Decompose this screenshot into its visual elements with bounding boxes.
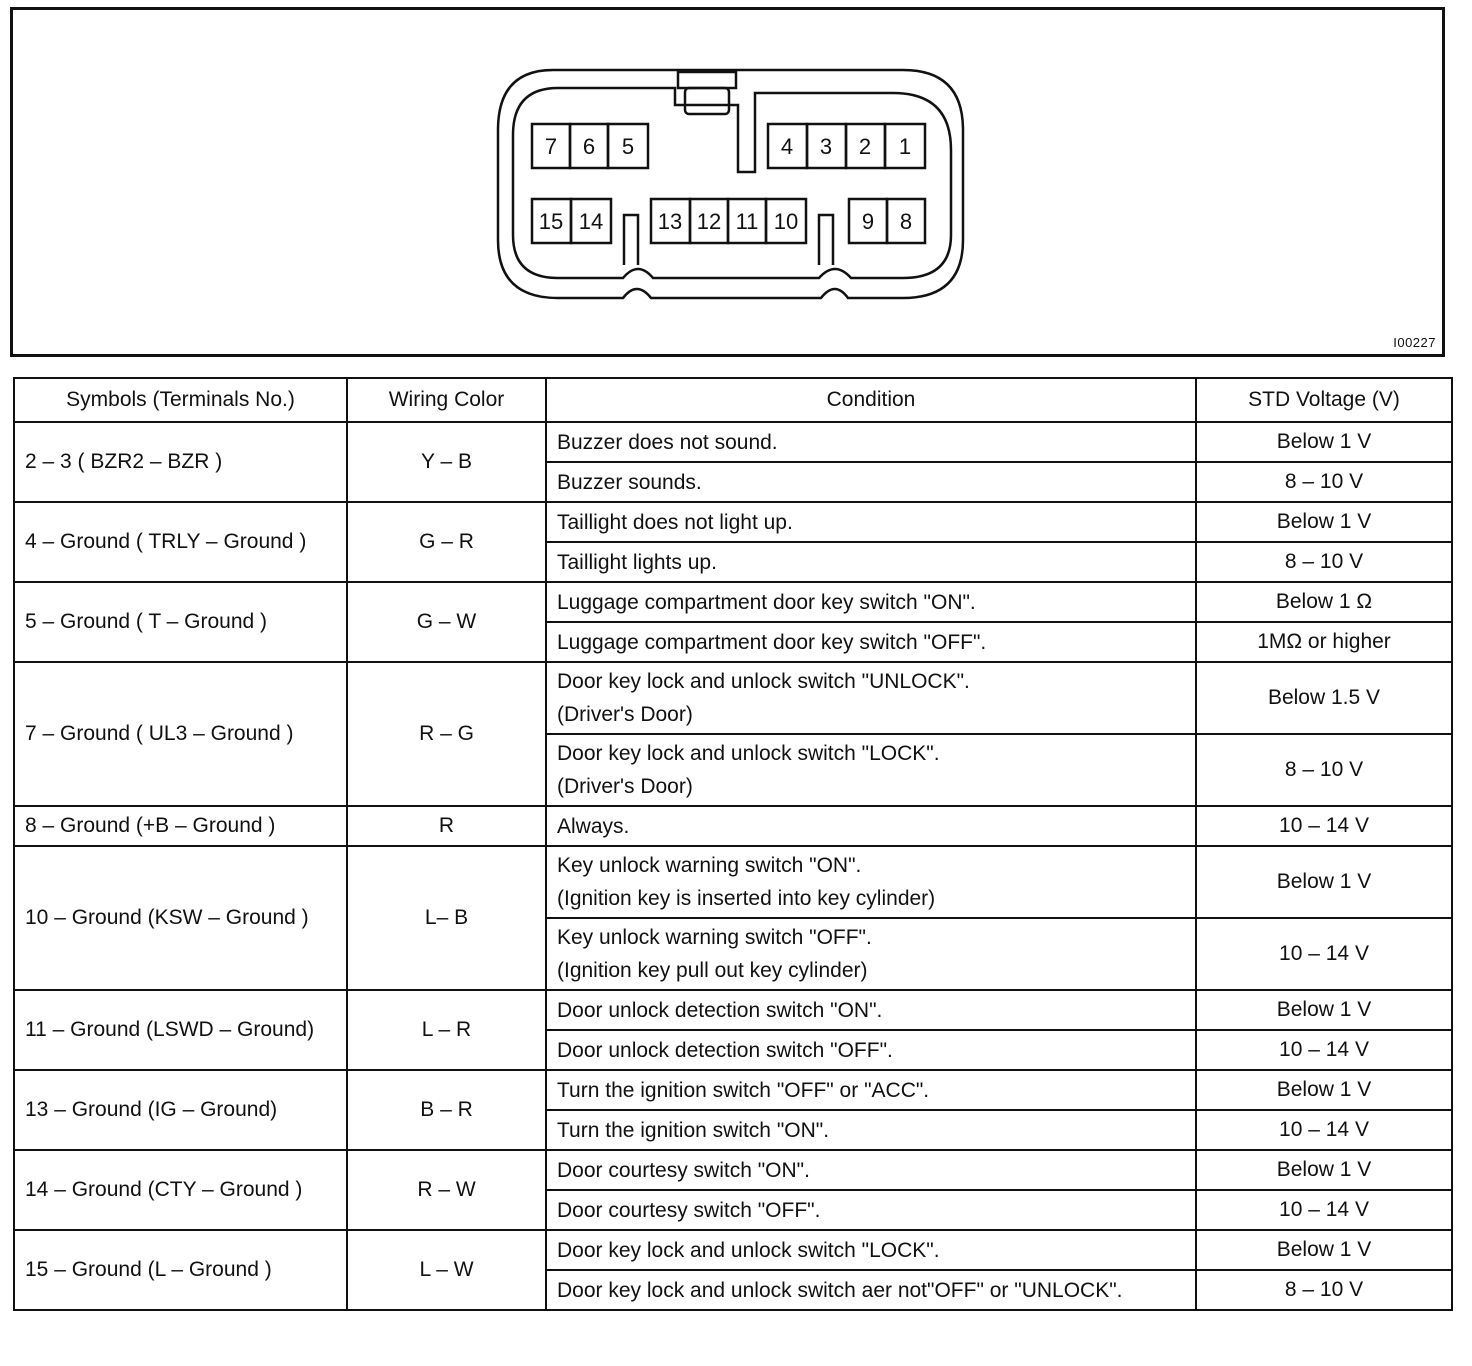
pin-15: 15 (538, 209, 564, 234)
pin-10: 10 (773, 209, 799, 234)
std-voltage-cell: Below 1 V (1196, 502, 1452, 542)
terminal-symbol-cell: 15 – Ground (L – Ground ) (14, 1230, 347, 1310)
std-voltage-cell: 8 – 10 V (1196, 542, 1452, 582)
condition-cell (546, 1110, 1196, 1150)
std-voltage-cell: Below 1 V (1196, 990, 1452, 1030)
condition-line: Taillight does not light up. (557, 510, 793, 534)
terminal-voltage-table (13, 377, 1453, 1311)
std-voltage-cell: 10 – 14 V (1196, 1110, 1452, 1150)
terminal-symbol-cell: 13 – Ground (IG – Ground) (14, 1070, 347, 1150)
std-voltage-cell: 1MΩ or higher (1196, 622, 1452, 662)
wiring-color-cell: G – R (347, 502, 546, 582)
wiring-color-cell: Y – B (347, 422, 546, 502)
condition-cell (546, 662, 1196, 734)
condition-cell (546, 582, 1196, 622)
condition-cell (546, 734, 1196, 806)
condition-cell (546, 990, 1196, 1030)
condition-line: Taillight lights up. (557, 550, 717, 574)
table-row (14, 662, 1452, 734)
std-voltage-cell: Below 1 V (1196, 422, 1452, 462)
std-voltage-cell: 10 – 14 V (1196, 806, 1452, 846)
terminal-symbol-cell: 14 – Ground (CTY – Ground ) (14, 1150, 347, 1230)
condition-line: Door key lock and unlock switch "LOCK". (557, 1238, 940, 1262)
terminal-symbol-cell: 8 – Ground (+B – Ground ) (14, 806, 347, 846)
condition-cell (546, 806, 1196, 846)
table-row (14, 1230, 1452, 1270)
header-wiring-color: Wiring Color (347, 378, 546, 422)
condition-line: Door key lock and unlock switch aer not"OFF" or "UNLOCK". (557, 1278, 1123, 1302)
condition-line: Luggage compartment door key switch "ON". (557, 590, 976, 614)
pin-3: 3 (819, 134, 833, 159)
condition-cell (546, 1270, 1196, 1310)
condition-line: Door key lock and unlock switch "UNLOCK". (557, 670, 970, 693)
pin-7: 7 (544, 134, 558, 159)
connector-outline (13, 10, 1442, 354)
condition-line: Turn the ignition switch "ON". (557, 1118, 830, 1142)
condition-cell (546, 1230, 1196, 1270)
std-voltage-cell: 8 – 10 V (1196, 462, 1452, 502)
pin-2: 2 (858, 134, 872, 159)
terminal-symbol-cell: 4 – Ground ( TRLY – Ground ) (14, 502, 347, 582)
condition-line: (Driver's Door) (557, 703, 693, 726)
wiring-color-cell: G – W (347, 582, 546, 662)
terminal-symbol-cell: 10 – Ground (KSW – Ground ) (14, 846, 347, 990)
figure-id: I00227 (1393, 335, 1436, 350)
std-voltage-cell: 10 – 14 V (1196, 1190, 1452, 1230)
table-row (14, 1070, 1452, 1110)
condition-line: (Driver's Door) (557, 775, 693, 798)
condition-cell (546, 918, 1196, 990)
pin-9: 9 (861, 209, 875, 234)
header-symbols: Symbols (Terminals No.) (14, 378, 347, 422)
header-std-voltage: STD Voltage (V) (1196, 378, 1452, 422)
condition-cell (546, 1190, 1196, 1230)
pin-8: 8 (899, 209, 913, 234)
condition-cell (546, 1150, 1196, 1190)
table-row (14, 582, 1452, 622)
pin-5: 5 (621, 134, 635, 159)
terminal-symbol-cell: 2 – 3 ( BZR2 – BZR ) (14, 422, 347, 502)
connector-figure (10, 7, 1445, 357)
condition-line: Luggage compartment door key switch "OFF". (557, 630, 987, 654)
condition-cell (546, 542, 1196, 582)
table-row (14, 422, 1452, 462)
table-row (14, 990, 1452, 1030)
condition-cell (546, 462, 1196, 502)
wiring-color-cell: L – W (347, 1230, 546, 1310)
std-voltage-cell: Below 1 V (1196, 846, 1452, 918)
condition-line: Door key lock and unlock switch "LOCK". (557, 742, 940, 765)
table-row (14, 806, 1452, 846)
table-row (14, 1150, 1452, 1190)
std-voltage-cell: Below 1 V (1196, 1150, 1452, 1190)
std-voltage-cell: 10 – 14 V (1196, 1030, 1452, 1070)
table-row (14, 502, 1452, 542)
condition-cell (546, 422, 1196, 462)
condition-line: Key unlock warning switch "OFF". (557, 926, 872, 949)
condition-line: Door courtesy switch "ON". (557, 1158, 810, 1182)
condition-line: Door unlock detection switch "OFF". (557, 1038, 893, 1062)
condition-cell (546, 622, 1196, 662)
pin-12: 12 (696, 209, 722, 234)
wiring-color-cell: R – W (347, 1150, 546, 1230)
pin-4: 4 (780, 134, 794, 159)
condition-line: Buzzer sounds. (557, 470, 702, 494)
condition-cell (546, 846, 1196, 918)
condition-line: Always. (557, 814, 630, 838)
condition-line: Door courtesy switch "OFF". (557, 1198, 821, 1222)
table-body (14, 422, 1452, 1310)
condition-line: Door unlock detection switch "ON". (557, 998, 883, 1022)
terminal-symbol-cell: 5 – Ground ( T – Ground ) (14, 582, 347, 662)
condition-line: Turn the ignition switch "OFF" or "ACC". (557, 1078, 930, 1102)
condition-cell (546, 1030, 1196, 1070)
pin-1: 1 (898, 134, 912, 159)
condition-line: Buzzer does not sound. (557, 430, 778, 454)
std-voltage-cell: Below 1 V (1196, 1230, 1452, 1270)
table-row (14, 846, 1452, 918)
std-voltage-cell: 8 – 10 V (1196, 734, 1452, 806)
condition-line: Key unlock warning switch "ON". (557, 854, 862, 877)
table-header-row (14, 378, 1452, 422)
pin-14: 14 (578, 209, 604, 234)
terminal-symbol-cell: 11 – Ground (LSWD – Ground) (14, 990, 347, 1070)
wiring-color-cell: B – R (347, 1070, 546, 1150)
header-condition: Condition (546, 378, 1196, 422)
std-voltage-cell: Below 1 V (1196, 1070, 1452, 1110)
wiring-color-cell: R – G (347, 662, 546, 806)
pin-6: 6 (582, 134, 596, 159)
std-voltage-cell: Below 1 Ω (1196, 582, 1452, 622)
std-voltage-cell: Below 1.5 V (1196, 662, 1452, 734)
pin-11: 11 (735, 209, 759, 234)
condition-cell (546, 1070, 1196, 1110)
terminal-symbol-cell: 7 – Ground ( UL3 – Ground ) (14, 662, 347, 806)
wiring-color-cell: R (347, 806, 546, 846)
wiring-color-cell: L – R (347, 990, 546, 1070)
condition-cell (546, 502, 1196, 542)
std-voltage-cell: 8 – 10 V (1196, 1270, 1452, 1310)
condition-line: (Ignition key is inserted into key cylinder) (557, 887, 936, 910)
pin-13: 13 (657, 209, 683, 234)
condition-line: (Ignition key pull out key cylinder) (557, 959, 868, 982)
std-voltage-cell: 10 – 14 V (1196, 918, 1452, 990)
wiring-color-cell: L– B (347, 846, 546, 990)
